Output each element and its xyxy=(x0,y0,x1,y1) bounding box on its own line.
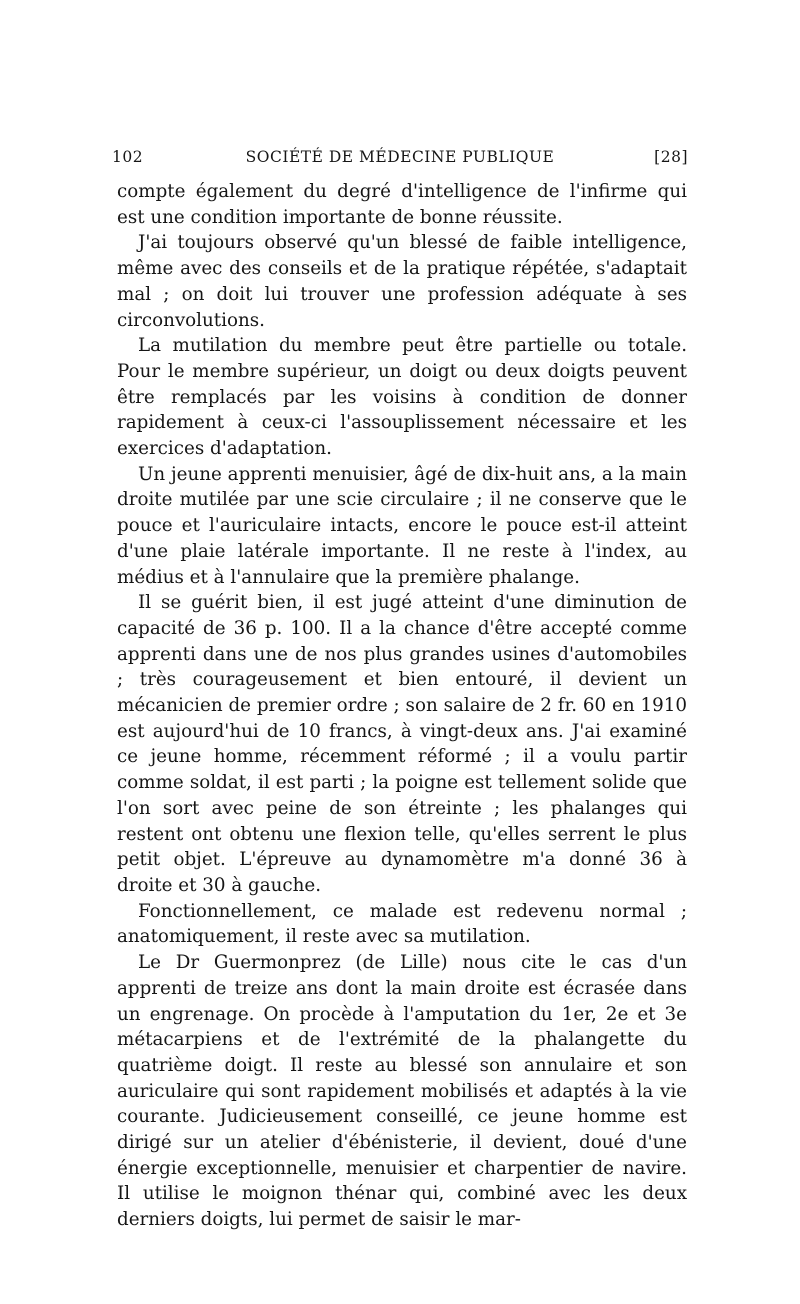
running-header xyxy=(112,148,688,172)
paragraph: Fonctionnellement, ce malade est redevenu normal ; anatomiquement, il reste avec sa mutilation. xyxy=(117,900,687,948)
page-number: 102 xyxy=(112,148,144,166)
paragraph: La mutilation du membre peut être partielle ou totale. Pour le membre supérieur, un doigt ou deux doigts peuvent être remplacés par les voisins à condition de donner rapidement à ceux-ci l'assouplissement nécessaire et les exercices d'adaptation. xyxy=(117,335,687,460)
section-number: [28] xyxy=(654,148,688,166)
paragraph: Il se guérit bien, il est jugé atteint d'une diminution de capacité de 36 p. 100. Il a la chance d'être accepté comme apprenti dans une de nos plus grandes usines d'automobiles ; très courageusement et bien entouré, il devient un mécanicien de premier ordre ; son salaire de 2 fr. 60 en 1910 est aujourd'hui de 10 francs, à vingt-deux ans. J'ai examiné ce jeune homme, récemment réformé ; il a voulu partir comme soldat, il est parti ; la poigne est tellement solide que l'on sort avec peine de son étreinte ; les phalanges qui restent ont obtenu une flexion telle, qu'elles serrent le plus petit objet. L'épreuve au dynamomètre m'a donné 36 à droite et 30 à gauche. xyxy=(117,592,687,896)
paragraph-continuation: compte également du degré d'intelligence de l'infirme qui est une condition importante de bonne réussite. xyxy=(117,181,687,228)
body-text xyxy=(117,179,687,1233)
paragraph: Un jeune apprenti menuisier, âgé de dix-huit ans, a la main droite mutilée par une scie circulaire ; il ne conserve que le pouce et l'auriculaire intacts, encore le pouce est-il atteint d'une plaie latérale importante. Il ne reste à l'index, au médius et à l'annulaire que la première phalange. xyxy=(117,463,687,588)
paragraph: Le Dr Guermonprez (de Lille) nous cite le cas d'un apprenti de treize ans dont la main droite est écrasée dans un engrenage. On procède à l'amputation du 1er, 2e et 3e métacarpiens et de l'extrémité de la phalangette du quatrième doigt. Il reste au blessé son annulaire et son auriculaire qui sont rapidement mobilisés et adaptés à la vie courante. Judicieusement conseillé, ce jeune homme est dirigé sur un atelier d'ébénisterie, il devient, doué d'une énergie exceptionnelle, menuisier et charpentier de navire. Il utilise le moignon thénar qui, combiné avec les deux derniers doigts, lui permet de saisir le mar- xyxy=(117,952,687,1231)
paragraph: J'ai toujours observé qu'un blessé de faible intelligence, même avec des conseils et de la pratique répétée, s'adaptait mal ; on doit lui trouver une profession adéquate à ses circonvolutions. xyxy=(117,232,687,331)
running-title: SOCIÉTÉ DE MÉDECINE PUBLIQUE xyxy=(245,148,555,166)
